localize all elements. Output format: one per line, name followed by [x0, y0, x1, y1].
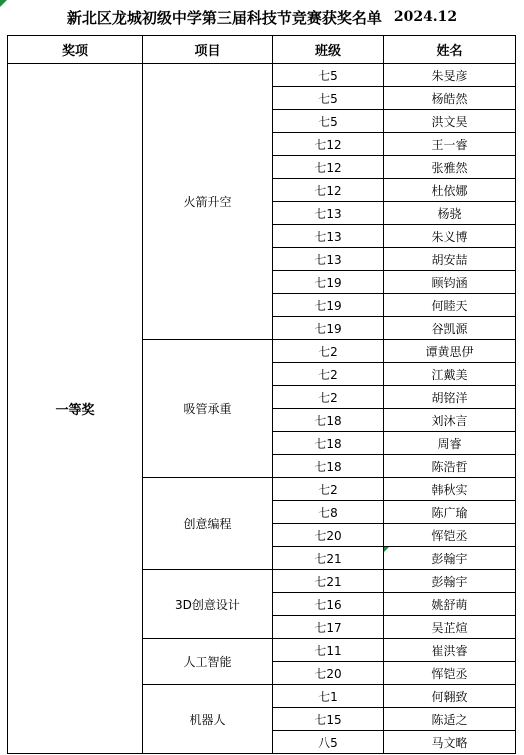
sheet-title — [8, 0, 516, 34]
class-cell[interactable]: 七5 — [273, 87, 384, 110]
class-cell[interactable]: 七11 — [273, 639, 384, 662]
name-cell[interactable]: 恽铠丞 — [384, 662, 516, 685]
project-cell[interactable]: 火箭升空 — [143, 64, 273, 340]
name-cell[interactable]: 胡铭洋 — [384, 386, 516, 409]
name-cell[interactable]: 崔洪睿 — [384, 639, 516, 662]
class-cell[interactable]: 七13 — [273, 202, 384, 225]
title-text: 新北区龙城初级中学第三届科技节竞赛获奖名单 — [66, 8, 382, 27]
name-cell[interactable]: 彭翰宇 — [384, 547, 516, 570]
class-cell[interactable]: 七5 — [273, 110, 384, 133]
project-cell[interactable]: 人工智能 — [143, 639, 273, 685]
name-cell[interactable]: 陈广瑜 — [384, 501, 516, 524]
class-cell[interactable]: 七2 — [273, 386, 384, 409]
class-cell[interactable]: 七8 — [273, 501, 384, 524]
name-cell[interactable]: 张雅然 — [384, 156, 516, 179]
name-cell[interactable]: 何睦天 — [384, 294, 516, 317]
name-cell[interactable]: 陈浩哲 — [384, 455, 516, 478]
name-cell[interactable]: 王一睿 — [384, 133, 516, 156]
class-cell[interactable]: 七2 — [273, 340, 384, 363]
class-cell[interactable]: 七20 — [273, 524, 384, 547]
name-cell[interactable]: 吴芷煊 — [384, 616, 516, 639]
name-cell[interactable]: 周睿 — [384, 432, 516, 455]
name-cell[interactable]: 杨皓然 — [384, 87, 516, 110]
name-cell[interactable]: 洪文昊 — [384, 110, 516, 133]
award-cell[interactable]: 一等奖 — [8, 64, 143, 754]
class-cell[interactable]: 七20 — [273, 662, 384, 685]
class-cell[interactable]: 七18 — [273, 409, 384, 432]
name-cell[interactable]: 彭翰宇 — [384, 570, 516, 593]
name-cell[interactable]: 顾钧涵 — [384, 271, 516, 294]
table-row — [8, 64, 516, 87]
name-cell[interactable]: 刘沐言 — [384, 409, 516, 432]
name-cell[interactable]: 姚舒萌 — [384, 593, 516, 616]
name-cell[interactable]: 朱旻彦 — [384, 64, 516, 87]
name-cell[interactable]: 陈适之 — [384, 708, 516, 731]
header-class: 班级 — [273, 36, 384, 64]
name-cell[interactable]: 朱义博 — [384, 225, 516, 248]
class-cell[interactable]: 七19 — [273, 271, 384, 294]
header-name: 姓名 — [384, 36, 516, 64]
name-cell[interactable]: 谷凯源 — [384, 317, 516, 340]
class-cell[interactable]: 七21 — [273, 547, 384, 570]
name-cell[interactable]: 谭黄思伊 — [384, 340, 516, 363]
class-cell[interactable]: 七2 — [273, 478, 384, 501]
class-cell[interactable]: 七17 — [273, 616, 384, 639]
name-cell[interactable]: 何翱致 — [384, 685, 516, 708]
project-cell[interactable]: 吸管承重 — [143, 340, 273, 478]
class-cell[interactable]: 七5 — [273, 64, 384, 87]
project-cell[interactable]: 3D创意设计 — [143, 570, 273, 639]
class-cell[interactable]: 七2 — [273, 363, 384, 386]
class-cell[interactable]: 七16 — [273, 593, 384, 616]
class-cell[interactable]: 七19 — [273, 317, 384, 340]
name-cell[interactable]: 杨骁 — [384, 202, 516, 225]
class-cell[interactable]: 七1 — [273, 685, 384, 708]
table-body — [8, 64, 516, 754]
project-cell[interactable]: 机器人 — [143, 685, 273, 754]
class-cell[interactable]: 七19 — [273, 294, 384, 317]
header-project: 项目 — [143, 36, 273, 64]
title-date: 2024.12 — [393, 9, 458, 25]
cell-comment-marker — [0, 0, 7, 7]
award-table — [7, 35, 516, 754]
class-cell[interactable]: 七12 — [273, 156, 384, 179]
name-cell[interactable]: 恽铠丞 — [384, 524, 516, 547]
class-cell[interactable]: 七18 — [273, 455, 384, 478]
class-cell[interactable]: 七18 — [273, 432, 384, 455]
class-cell[interactable]: 七12 — [273, 179, 384, 202]
class-cell[interactable]: 七13 — [273, 248, 384, 271]
name-cell[interactable]: 杜依娜 — [384, 179, 516, 202]
name-cell[interactable]: 江戴美 — [384, 363, 516, 386]
name-cell[interactable]: 韩秋实 — [384, 478, 516, 501]
project-cell[interactable]: 创意编程 — [143, 478, 273, 570]
class-cell[interactable]: 七13 — [273, 225, 384, 248]
name-cell[interactable]: 胡安喆 — [384, 248, 516, 271]
class-cell[interactable]: 七12 — [273, 133, 384, 156]
header-row — [8, 36, 516, 64]
class-cell[interactable]: 八5 — [273, 731, 384, 754]
header-award: 奖项 — [8, 36, 143, 64]
name-cell[interactable]: 马文略 — [384, 731, 516, 754]
class-cell[interactable]: 七21 — [273, 570, 384, 593]
class-cell[interactable]: 七15 — [273, 708, 384, 731]
